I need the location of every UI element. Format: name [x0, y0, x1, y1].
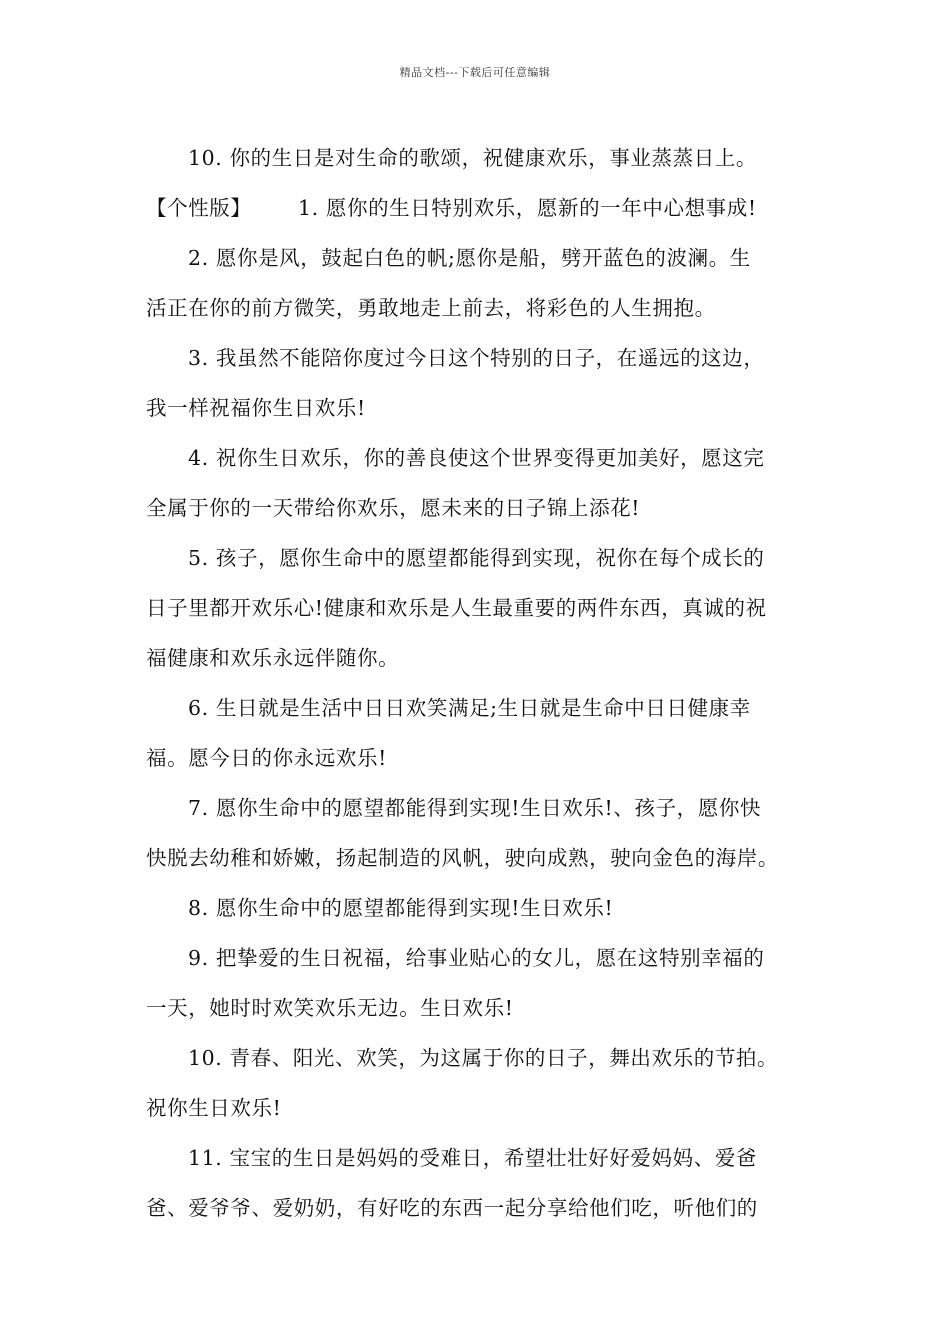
paragraph-line: 3. 我虽然不能陪你度过今日这个特别的日子，在遥远的这边，: [188, 346, 765, 370]
paragraph-line: 日子里都开欢乐心!健康和欢乐是人生最重要的两件东西，真诚的祝: [146, 596, 767, 620]
paragraph-line: 活正在你的前方微笑，勇敢地走上前去，将彩色的人生拥抱。: [146, 296, 716, 320]
paragraph-line: 2. 愿你是风，鼓起白色的帆;愿你是船，劈开蓝色的波澜。生: [188, 246, 751, 270]
paragraph-line: 5. 孩子，愿你生命中的愿望都能得到实现，祝你在每个成长的: [188, 546, 765, 570]
paragraph-line: 8. 愿你生命中的愿望都能得到实现!生日欢乐!: [188, 896, 614, 920]
document-body: [146, 133, 808, 1233]
section-heading-line: [146, 183, 808, 233]
paragraph-text: 1. 愿你的生日特别欢乐，愿新的一年中心想事成!: [298, 196, 757, 220]
paragraph-line: 快脱去幼稚和娇嫩，扬起制造的风帆，驶向成熟，驶向金色的海岸。: [146, 846, 779, 870]
paragraph-line: 11. 宝宝的生日是妈妈的受难日，希望壮壮好好爱妈妈、爱爸: [188, 1146, 758, 1170]
paragraph-line: 一天，她时时欢笑欢乐无边。生日欢乐!: [146, 996, 514, 1020]
paragraph-line: 我一样祝福你生日欢乐!: [146, 396, 366, 420]
paragraph-line: 9. 把挚爱的生日祝福，给事业贴心的女儿，愿在这特别幸福的: [188, 946, 765, 970]
paragraph-line: 10. 青春、阳光、欢笑，为这属于你的日子，舞出欢乐的节拍。: [188, 1046, 779, 1070]
paragraph-line: 全属于你的一天带给你欢乐，愿未来的日子锦上添花!: [146, 496, 641, 520]
paragraph-line: 6. 生日就是生活中日日欢笑满足;生日就是生命中日日健康幸: [188, 696, 751, 720]
paragraph-line: 祝你生日欢乐!: [146, 1096, 282, 1120]
paragraph-line: 爸、爱爷爷、爱奶奶，有好吃的东西一起分享给他们吃，听他们的: [146, 1196, 758, 1220]
page-header: 精品文档---下载后可任意编辑: [399, 66, 551, 79]
section-tag: 【个性版】: [146, 196, 252, 220]
paragraph-line: 7. 愿你生命中的愿望都能得到实现!生日欢乐!、孩子，愿你快: [188, 796, 762, 820]
paragraph-line: 10. 你的生日是对生命的歌颂，祝健康欢乐，事业蒸蒸日上。: [188, 146, 758, 170]
paragraph-line: 福。愿今日的你永远欢乐!: [146, 746, 387, 770]
paragraph-line: 福健康和欢乐永远伴随你。: [146, 646, 400, 670]
paragraph-line: 4. 祝你生日欢乐，你的善良使这个世界变得更加美好，愿这完: [188, 446, 765, 470]
